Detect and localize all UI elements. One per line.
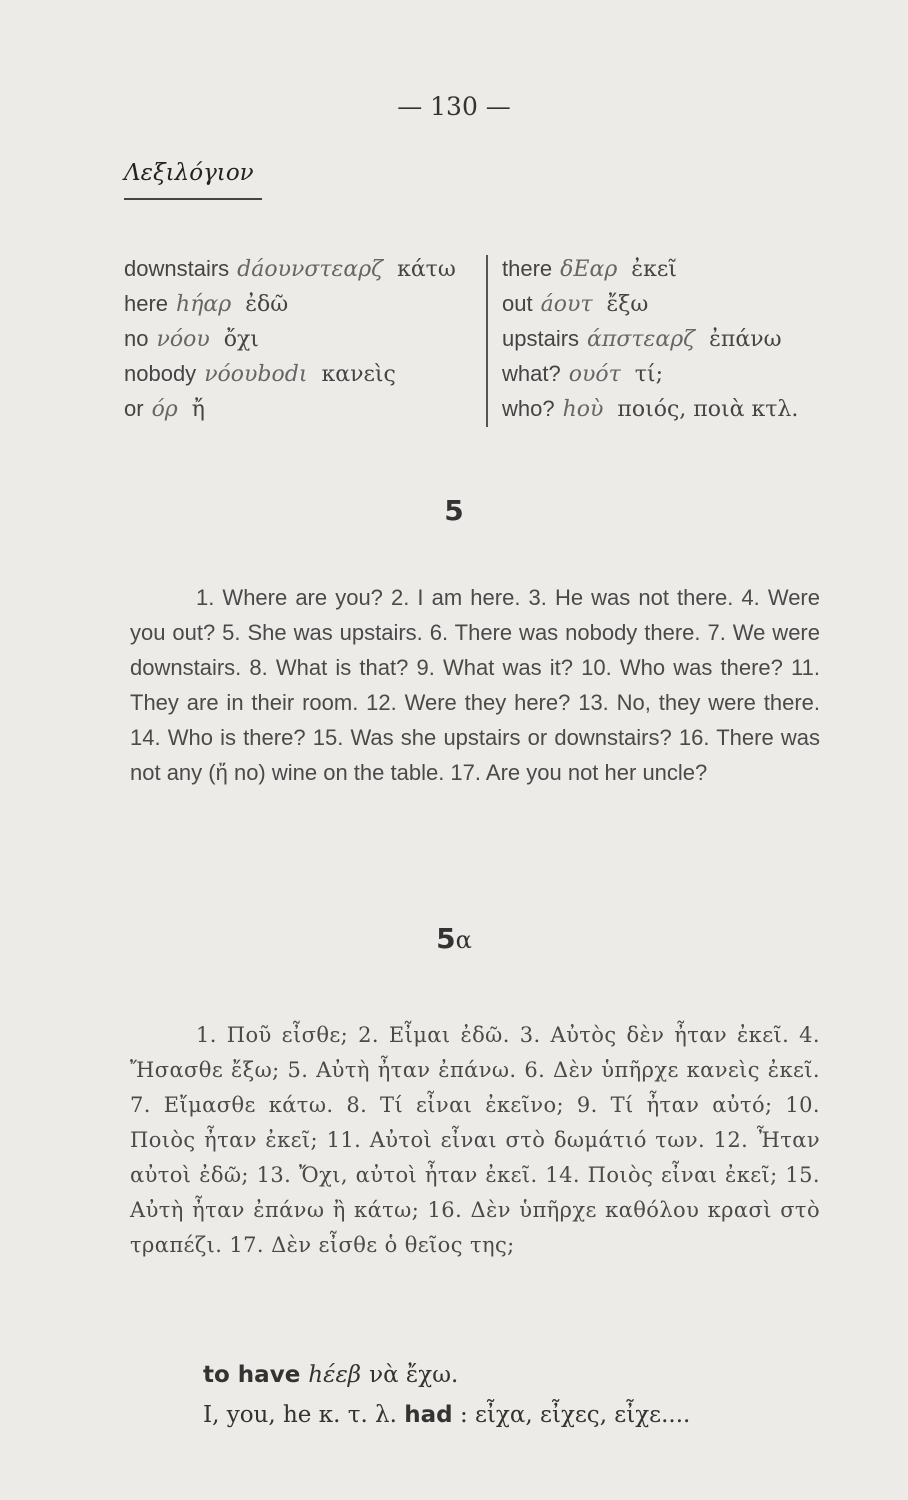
vocabulary-left-column: [124, 252, 456, 427]
exercise-5-heading: 5: [444, 494, 464, 527]
vocab-entry: downstairs dáουνστεαρζ κάτω: [124, 256, 456, 282]
vocab-entry: here hήαρ ἐδῶ: [124, 291, 289, 317]
vocab-entry: no νόου ὄχι: [124, 326, 259, 352]
vocab-entry: out áουτ ἔξω: [502, 291, 649, 317]
vocabulary-heading: Λεξιλόγιον: [124, 160, 254, 186]
exercise-5a-heading: 5α: [436, 922, 472, 955]
vocab-entry: upstairs άπστεαρζ ἐπάνω: [502, 326, 782, 352]
had-line: I, you, he κ. τ. λ. had : εἶχα, εἶχες, εἶχε....: [203, 1402, 691, 1428]
vocabulary-right-column: [502, 252, 798, 427]
exercise-5a-text: 1. Ποῦ εἶσθε; 2. Εἶμαι ἐδῶ. 3. Αὐτὸς δὲν ἦταν ἐκεῖ. 4. Ἤσασθε ἔξω; 5. Αὐτὴ ἦταν ἐπάνω. 6. Δὲν ὑπῆρχε κανεὶς ἐκεῖ. 7. Εἴμασθε κάτω. 8. Τί εἶναι ἐκεῖνο; 9. Τί ἦταν αὐτό; 10. Ποιὸς ἦταν ἐκεῖ; 11. Αὐτοὶ εἶναι στὸ δωμάτιό των. 12. Ἦταν αὐτοὶ ἐδῶ; 13. Ὄχι, αὐτοὶ ἦταν ἐκεῖ. 14. Ποιὸς εἶναι ἐκεῖ; 15. Αὐτὴ ἦταν ἐπάνω ἢ κάτω; 16. Δὲν ὑπῆρχε καθόλου κρασὶ στὸ τραπέζι. 17. Δὲν εἶσθε ὁ θεῖος της;: [130, 1023, 820, 1257]
vocab-entry: or όρ ἤ: [124, 396, 205, 422]
vocab-entry: nobody νόουbοdι κανεὶς: [124, 361, 396, 387]
column-divider: [486, 255, 488, 427]
to-have-line: to have hέεβ νὰ ἔχω.: [203, 1362, 459, 1388]
vocab-entry: who? hοὺ ποιός, ποιὰ κτλ.: [502, 396, 799, 422]
vocab-entry: what? ουότ τί;: [502, 361, 663, 387]
page-number: — 130 —: [397, 92, 511, 121]
vocab-entry: there δΕαρ ἐκεῖ: [502, 256, 677, 282]
exercise-5-text: 1. Where are you? 2. I am here. 3. He was not there. 4. Were you out? 5. She was upstairs. 6. There was nobody there. 7. We were downstairs. 8. What is that? 9. What was it? 10. Who was there? 11. They are in their room. 12. Were they here? 13. No, they were there. 14. Who is there? 15. Was she upstairs or downstairs? 16. There was not any (ἤ no) wine on the table. 17. Are you not her uncle?: [130, 585, 820, 785]
heading-underline: [124, 198, 262, 200]
